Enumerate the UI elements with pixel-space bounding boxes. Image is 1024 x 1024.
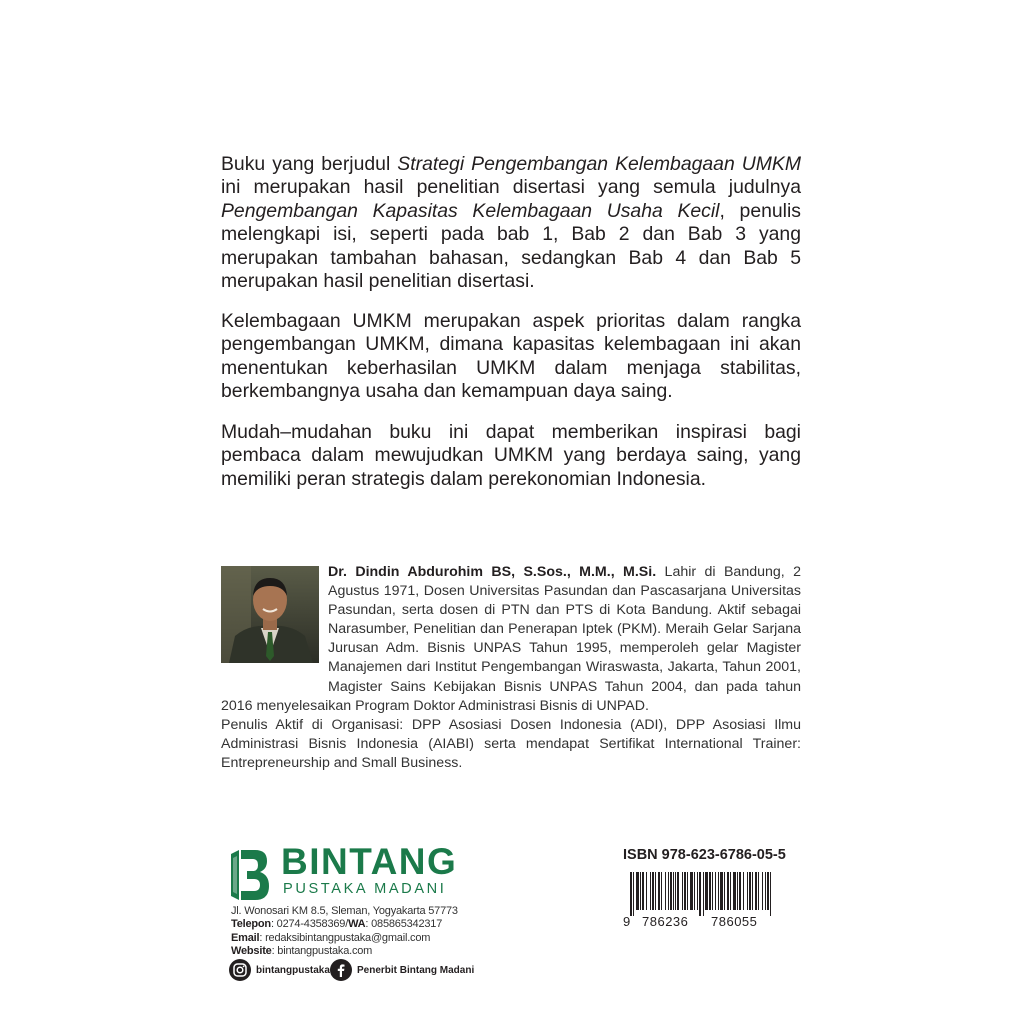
- barcode-bar: [737, 872, 738, 910]
- instagram-label: bintangpustaka: [256, 964, 330, 976]
- barcode-bar: [661, 872, 662, 910]
- blurb-paragraph-1: [221, 153, 801, 293]
- barcode-bar: [694, 872, 695, 910]
- blurb-paragraph-3: Mudah–mudahan buku ini dapat memberikan inspirasi bagi pembaca dalam mewujudkan UMKM yang berdaya saing, yang memiliki peran strategis dalam perekonomian Indonesia.: [221, 421, 801, 490]
- facebook-icon: [330, 959, 352, 981]
- barcode-bar: [730, 872, 731, 910]
- barcode-bar: [642, 872, 644, 910]
- barcode-bar: [687, 872, 688, 910]
- barcode-bar: [658, 872, 660, 910]
- barcode-bar: [673, 872, 674, 910]
- isbn-barcode: [630, 872, 772, 916]
- barcode-bar: [758, 872, 759, 910]
- phone-value: : 0274-4358369/: [270, 918, 349, 931]
- barcode-bar: [646, 872, 647, 910]
- publisher-name: BINTANG: [281, 841, 458, 882]
- blurb-mid: ini merupakan hasil penelitian disertasi yang semula judulnya: [221, 176, 801, 199]
- barcode-digit-first: 9: [623, 914, 631, 929]
- bio-organisations: Penulis Aktif di Organisasi: DPP Asosiasi Dosen Indonesia (ADI), DPP Asosiasi Ilmu Administrasi Bisnis Indonesia (AIABI) serta mendapat Sertifikat International Trainer: Entrepreneurship and Small Business.: [221, 716, 801, 771]
- author-name: Dr. Dindin Abdurohim BS, S.Sos., M.M., M.Si.: [328, 564, 657, 580]
- barcode-bar: [724, 872, 725, 910]
- barcode-bar: [630, 872, 632, 916]
- barcode-bar: [727, 872, 729, 910]
- photo-spacer: [221, 563, 328, 696]
- barcode-bar: [682, 872, 683, 910]
- barcode-bar: [755, 872, 757, 910]
- barcode-bar: [690, 872, 693, 910]
- barcode-bar: [752, 872, 753, 910]
- barcode-bar: [652, 872, 654, 910]
- original-title: Pengembangan Kapasitas Kelembagaan Usaha Kecil: [221, 199, 720, 222]
- barcode-bar: [709, 872, 711, 910]
- publisher-subname: PUSTAKA MADANI: [283, 881, 447, 897]
- barcode-bar: [739, 872, 741, 910]
- email-label: Email: [231, 931, 260, 944]
- bintang-logo-icon: [229, 848, 271, 902]
- barcode-bar: [697, 872, 698, 910]
- barcode-bar: [705, 872, 708, 910]
- barcode-bar: [770, 872, 771, 916]
- publisher-phone: [231, 918, 458, 931]
- barcode-bar: [720, 872, 723, 910]
- instagram-handle[interactable]: [229, 958, 330, 982]
- barcode-bar: [749, 872, 751, 910]
- barcode-bar: [675, 872, 676, 910]
- phone-label: Telepon: [231, 918, 271, 931]
- barcode-bar: [684, 872, 686, 910]
- barcode-bar: [718, 872, 719, 910]
- barcode-bar: [765, 872, 766, 910]
- barcode-bar: [743, 872, 744, 910]
- wa-label: WA: [348, 918, 366, 931]
- website-label: Website: [231, 945, 272, 958]
- barcode-bar: [655, 872, 656, 910]
- isbn-label: ISBN 978-623-6786-05-5: [623, 847, 786, 863]
- publisher-email: [231, 932, 458, 945]
- facebook-label: Penerbit Bintang Madani: [357, 964, 475, 976]
- barcode-bar: [650, 872, 651, 910]
- book-title: Strategi Pengembangan Kelembagaan UMKM: [397, 153, 802, 175]
- barcode-bar: [715, 872, 716, 910]
- instagram-icon: [229, 959, 251, 981]
- barcode-bar: [747, 872, 748, 910]
- barcode-bar: [712, 872, 713, 910]
- website-value: : bintangpustaka.com: [271, 945, 373, 958]
- barcode-bar: [733, 872, 736, 910]
- blurb-paragraph-2: Kelembagaan UMKM merupakan aspek prioritas dalam rangka pengembangan UMKM, dimana kapasitas kelembagaan ini akan menentukan keberhasilan UMKM dalam menjaga stabilitas, berkembangnya usaha dan kemampuan daya saing.: [221, 310, 801, 403]
- barcode-bar: [640, 872, 641, 910]
- barcode-bar: [665, 872, 666, 910]
- barcode-digits-right: 786055: [711, 914, 758, 929]
- barcode-bar: [767, 872, 769, 910]
- barcode-bar: [636, 872, 639, 910]
- barcode-bar: [670, 872, 672, 910]
- facebook-page[interactable]: [330, 958, 474, 982]
- barcode-bar: [677, 872, 679, 910]
- author-bio: [221, 563, 801, 773]
- barcode-bar: [762, 872, 763, 910]
- email-value: : redaksibintangpustaka@gmail.com: [259, 931, 431, 944]
- blurb-end: , penulis melengkapi isi, seperti pada bab 1, Bab 2 dan Bab 3 yang merupakan tambahan bahasan, sedangkan Bab 4 dan Bab 5 merupakan hasil penelitian disertasi.: [221, 199, 801, 293]
- barcode-bar: [668, 872, 669, 910]
- publisher-contact: [231, 905, 458, 959]
- barcode-digits-left: 786236: [642, 914, 689, 929]
- publisher-website: [231, 945, 458, 958]
- barcode-bar: [699, 872, 701, 916]
- barcode-bar: [703, 872, 704, 916]
- wa-value: : 085865342317: [365, 918, 443, 931]
- blurb-intro: Buku yang berjudul: [221, 153, 398, 175]
- bio-text: Lahir di Bandung, 2 Agustus 1971, Dosen Universitas Pasundan dan Pascasarjana Universitas Pasundan, serta dosen di PTN dan PTS di Kota Bandung. Aktif sebagai Narasumber, Penelitian dan Penerapan Iptek (PKM). Meraih Gelar Sarjana Jurusan Adm. Bisnis UNPAS Tahun 1995, memperoleh gelar Magister Manajemen dari Institut Pengembangan Wiraswasta, Jakarta, Tahun 2001, Magister Sains Kebijakan Bisnis UNPAS Tahun 2004, dan pada tahun 2016 menyelesaikan Program Doktor Administrasi Bisnis di UNPAD.: [221, 564, 802, 714]
- publisher-address: Jl. Wonosari KM 8.5, Sleman, Yogyakarta 57773: [231, 905, 458, 917]
- barcode-bar: [633, 872, 634, 916]
